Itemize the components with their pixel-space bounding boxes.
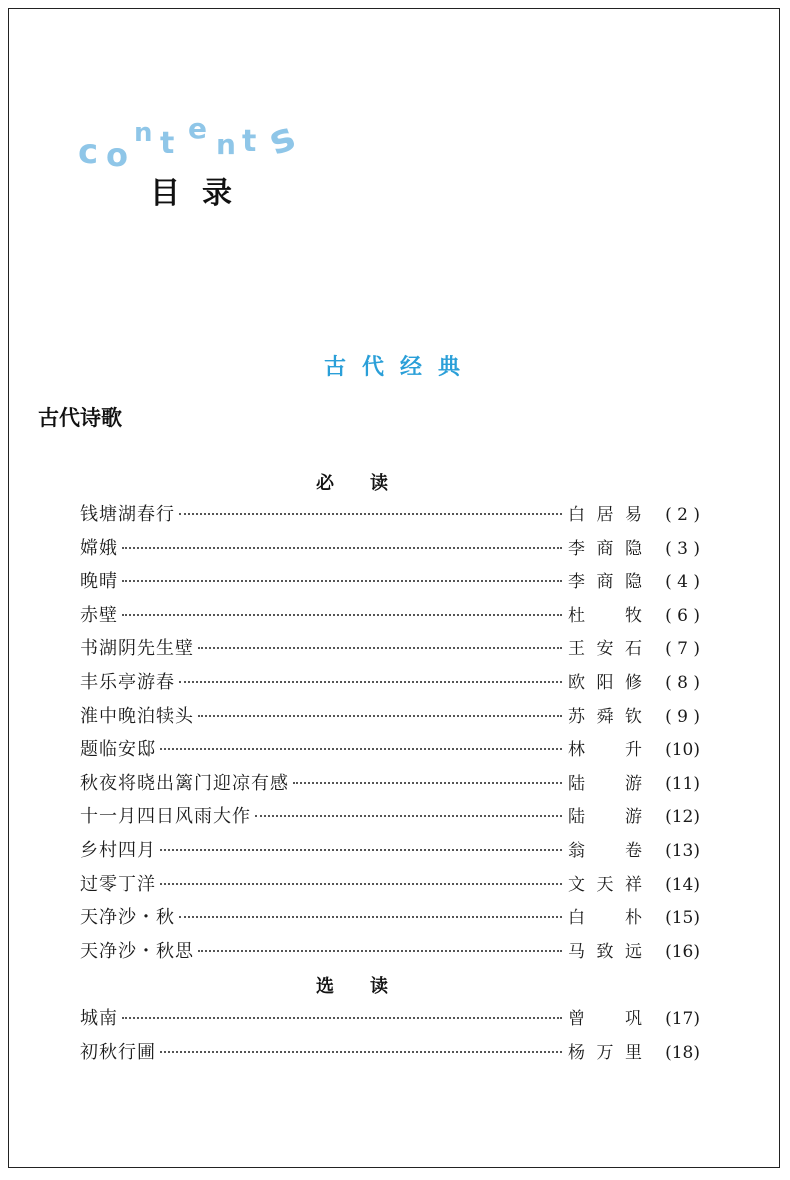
dot-leader	[179, 513, 562, 515]
toc-page-number: ( 8 )	[665, 672, 700, 693]
dot-leader	[160, 1051, 562, 1053]
toc-title: 书湖阴先生壁	[80, 638, 194, 660]
section-heading: 古代经典	[323, 355, 476, 380]
toc-entry[interactable]	[80, 769, 700, 803]
dot-leader	[293, 782, 562, 784]
toc-author: 李商隐	[568, 538, 642, 559]
toc-page-number: ( 6 )	[665, 605, 700, 626]
dot-leader	[198, 647, 562, 649]
toc-title: 丰乐亭游春	[80, 671, 175, 693]
toc-page-number: (13)	[665, 840, 700, 861]
toc-page-number: (12)	[665, 807, 700, 828]
toc-title: 乡村四月	[80, 839, 156, 861]
toc-entry[interactable]	[80, 903, 700, 937]
dot-leader	[122, 614, 562, 616]
dot-leader	[255, 815, 562, 817]
toc-entry[interactable]	[80, 668, 700, 702]
dot-leader	[160, 849, 562, 851]
toc-author: 王安石	[568, 639, 642, 660]
dot-leader	[122, 1017, 562, 1019]
logo-letter: s	[262, 113, 301, 165]
toc-page-number: (16)	[665, 941, 700, 962]
toc-page-number: ( 7 )	[665, 639, 700, 660]
toc-title: 晚晴	[80, 571, 118, 593]
toc-title: 天净沙・秋	[80, 907, 175, 929]
toc-author: 苏舜钦	[568, 706, 642, 727]
toc-title: 淮中晚泊犊头	[80, 705, 194, 727]
toc-title: 秋夜将晓出篱门迎凉有感	[80, 772, 289, 794]
logo-letter: n	[216, 128, 236, 161]
toc-page-number: ( 9 )	[665, 706, 700, 727]
toc-page-number: (11)	[665, 773, 700, 794]
toc-page-number: (15)	[665, 908, 700, 929]
toc-title: 初秋行圃	[80, 1041, 156, 1063]
logo-letter: t	[242, 124, 257, 159]
toc-list-optional	[80, 1004, 700, 1071]
logo-letter: n	[134, 118, 153, 148]
logo-letter: e	[188, 112, 207, 145]
toc-list-required	[80, 500, 700, 970]
toc-author: 杜牧	[568, 605, 642, 626]
toc-page-number: ( 4 )	[665, 572, 700, 593]
toc-page-number: (14)	[665, 874, 700, 895]
toc-author: 欧阳修	[568, 672, 642, 693]
group-heading-optional: 选读	[316, 976, 424, 997]
toc-entry[interactable]	[80, 836, 700, 870]
toc-entry[interactable]	[80, 702, 700, 736]
dot-leader	[198, 715, 562, 717]
toc-author: 白朴	[568, 908, 642, 929]
toc-entry[interactable]	[80, 534, 700, 568]
toc-entry[interactable]	[80, 634, 700, 668]
toc-page-number: ( 3 )	[665, 538, 700, 559]
toc-page-number: (17)	[665, 1009, 700, 1029]
dot-leader	[179, 916, 562, 918]
toc-page-number: (10)	[665, 740, 700, 761]
toc-title: 十一月四日风雨大作	[80, 806, 251, 828]
toc-author: 文天祥	[568, 874, 642, 895]
toc-entry[interactable]	[80, 567, 700, 601]
toc-author: 杨万里	[568, 1042, 642, 1063]
toc-entry[interactable]	[80, 735, 700, 769]
logo-letter: t	[160, 126, 175, 161]
toc-author: 陆游	[568, 807, 642, 828]
dot-leader	[160, 883, 562, 885]
dot-leader	[122, 580, 562, 582]
toc-author: 白居易	[568, 505, 642, 525]
toc-page-number: ( 2 )	[665, 505, 700, 525]
toc-author: 李商隐	[568, 572, 642, 593]
group-heading-required: 必读	[316, 473, 424, 494]
dot-leader	[179, 681, 562, 683]
toc-author: 马致远	[568, 941, 642, 962]
toc-title: 赤壁	[80, 604, 118, 626]
toc-entry[interactable]	[80, 870, 700, 904]
toc-author: 陆游	[568, 773, 642, 794]
dot-leader	[198, 950, 562, 952]
toc-title: 城南	[80, 1008, 118, 1029]
page-title: 目录	[150, 176, 254, 211]
toc-entry[interactable]	[80, 500, 700, 534]
toc-entry[interactable]	[80, 937, 700, 971]
toc-author: 林升	[568, 740, 642, 761]
toc-title: 题临安邸	[80, 739, 156, 761]
toc-title: 钱塘湖春行	[80, 504, 175, 525]
toc-author: 曾巩	[568, 1009, 642, 1029]
category-heading: 古代诗歌	[38, 405, 122, 430]
toc-title: 天净沙・秋思	[80, 940, 194, 962]
logo-letter: c	[78, 132, 99, 172]
toc-entry[interactable]	[80, 1004, 700, 1038]
toc-title: 过零丁洋	[80, 873, 156, 895]
toc-entry[interactable]	[80, 802, 700, 836]
dot-leader	[160, 748, 562, 750]
dot-leader	[122, 547, 562, 549]
logo-letter: o	[106, 136, 128, 174]
toc-author: 翁卷	[568, 840, 642, 861]
toc-entry[interactable]	[80, 1038, 700, 1072]
toc-page-number: (18)	[665, 1042, 700, 1063]
toc-title: 嫦娥	[80, 537, 118, 559]
toc-entry[interactable]	[80, 601, 700, 635]
